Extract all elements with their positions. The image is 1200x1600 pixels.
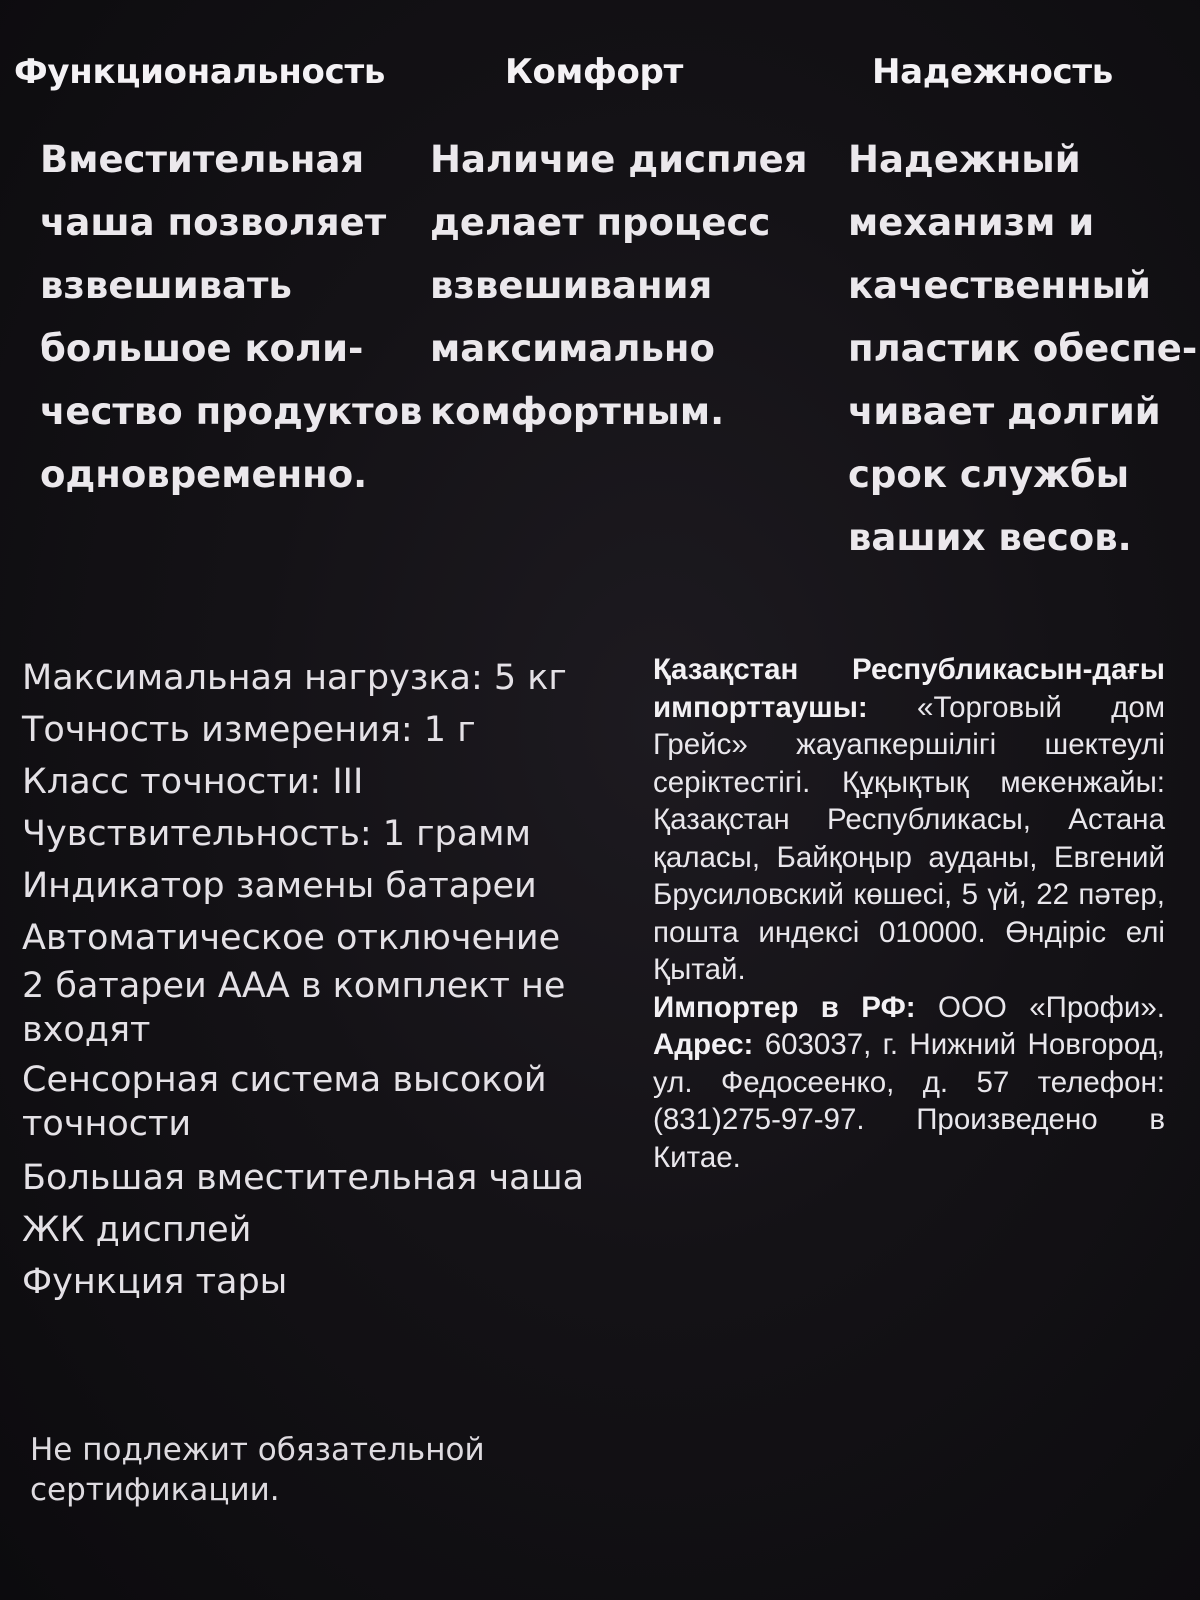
spec-item: Индикатор замены батареи xyxy=(22,866,537,906)
importer-ru-label: Импортер в РФ: xyxy=(653,990,916,1024)
heading-comfort: Комфорт xyxy=(505,52,683,92)
importer-ru xyxy=(653,989,1165,1177)
importer-info xyxy=(653,651,1165,1176)
spec-item: Максимальная нагрузка: 5 кг xyxy=(22,658,567,698)
spec-item: Чувствительность: 1 грамм xyxy=(22,814,531,854)
certification-note: Не подлежит обязательной сертификации. xyxy=(30,1432,485,1508)
specifications-list xyxy=(22,652,622,1308)
heading-functionality: Функциональность xyxy=(14,52,386,92)
spec-item: Сенсорная система высокой точности xyxy=(22,1060,547,1144)
comfort-description: Наличие дисплея делает процесс взвешивания максимально комфортным. xyxy=(430,138,808,433)
importer-address-text: 603037, г. Нижний Новгород, ул. Федосеенко, д. 57 телефон: (831)275-97-97. Произведено в Китае. xyxy=(653,1028,1165,1174)
spec-item: 2 батареи ААА в комплект не входят xyxy=(22,966,566,1050)
spec-item: Класс точности: III xyxy=(22,762,364,802)
importer-address-label: Адрес: xyxy=(653,1028,754,1061)
functionality-description: Вместительная чаша позволяет взвешивать большое коли- чество продуктов одновременно. xyxy=(40,138,423,496)
spec-item: Большая вместительная чаша xyxy=(22,1158,585,1198)
importer-kz xyxy=(653,651,1165,989)
reliability-description: Надежный механизм и качественный пластик обеспе- чивает долгий срок службы ваших весов. xyxy=(848,138,1198,559)
importer-ru-company: ООО «Профи». xyxy=(938,990,1166,1024)
importer-kz-label: Қазақстан Республикасын-дағы импорттаушы: xyxy=(653,653,1165,724)
heading-reliability: Надежность xyxy=(872,52,1113,92)
spec-item: Функция тары xyxy=(22,1262,288,1302)
spec-item: Автоматическое отключение xyxy=(22,918,561,958)
importer-kz-text: «Торговый дом Грейс» жауапкершілігі шектеулі серіктестігі. Құқықтық мекенжайы: Қазақстан Республикасы, Астана қаласы, Байқоңыр ауданы, Евгений Брусиловский көшесі, 5 үй, 22 пәтер, пошта индексі 010000. Өндіріс елі Қытай. xyxy=(653,690,1166,986)
spec-item: ЖК дисплей xyxy=(22,1210,252,1250)
spec-item: Точность измерения: 1 г xyxy=(22,710,476,750)
